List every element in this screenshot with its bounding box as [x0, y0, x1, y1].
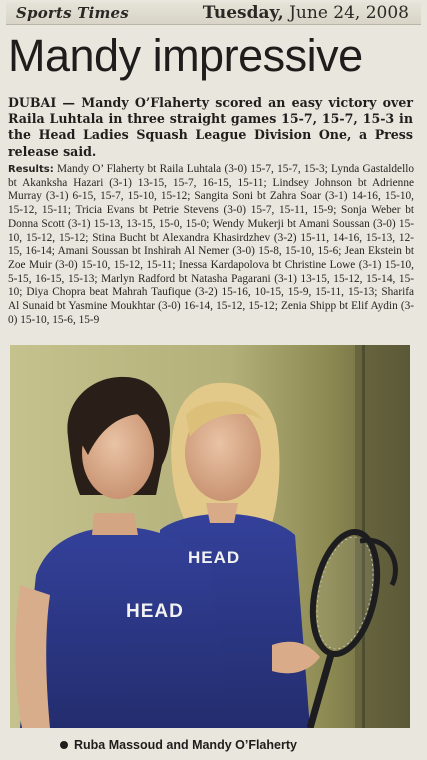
masthead: [6, 2, 421, 25]
lede-paragraph: DUBAI — Mandy O’Flaherty scored an easy victory over Raila Luhtala in three straight games 15-7, 15-7, 15-3 in the Head Ladies Squash League Division One, a Press release said.: [8, 95, 413, 159]
results-label: Results:: [8, 164, 54, 175]
paper-name: [6, 4, 129, 22]
issue-date-rest: June 24, 2008: [283, 3, 409, 23]
photo-illustration: [10, 345, 410, 728]
photo: [10, 345, 410, 728]
issue-day: Tuesday,: [202, 3, 284, 23]
photo-caption-text: Ruba Massoud and Mandy O’Flaherty: [74, 738, 297, 752]
issue-date: [203, 3, 421, 23]
caption-bullet-icon: [60, 741, 68, 749]
paper-name-text: Sports Times: [16, 4, 129, 22]
shirt-logo-left: HEAD: [126, 601, 184, 622]
photo-caption: [60, 738, 400, 752]
headline: Mandy impressive: [8, 30, 363, 81]
results-text: Mandy O’ Flaherty bt Raila Luhtala (3-0) 15-7, 15-7, 15-3; Lynda Gastaldello bt Akanksha Hazari (3-1) 13-15, 15-7, 16-15, 15-11; Lindsey Johnson bt Adrienne Murray (3-1) 6-15, 15-7, 15-10, 15-12; Sangita Soni bt Zahra Soar (3-1) 14-16, 15-10, 15-12, 15-11; Tricia Evans bt Petrie Stevens (3-0) 15-7, 15-11, 15-9; Sonja Weber bt Donna Scott (3-1) 15-13, 13-15, 15-0, 15-0; Wendy Mukerji bt Amani Soussan (3-0) 15-10, 15-12, 15-12; Stina Bucht bt Alexandra Khasirdzhev (3-2) 15-11, 14-16, 15-13, 12-15, 16-14; Amani Soussan bt Inshirah Al Nemer (3-0) 15-8, 15-10, 15-6; Jean Ekstein bt Zoe Muir (3-0) 15-10, 15-12, 15-11; Inessa Kardapolova bt Christine Lowe (3-1) 15-10, 5-15, 16-15, 15-13; Marlyn Radford bt Natasha Pagarani (3-1) 13-15, 15-12, 15-14, 15-10; Diya Chopra beat Mahrah Taufique (3-2) 15-16, 10-15, 15-9, 15-11, 15-13; Sharifa Al Sunaid bt Yasmine Moukhtar (3-0) 16-14, 15-12, 15-12; Zenia Shipp bt Elif Aydin (3-0) 15-10, 15-6, 15-9: [8, 163, 414, 326]
shirt-logo-right: HEAD: [188, 548, 241, 567]
results-paragraph: [8, 163, 414, 327]
